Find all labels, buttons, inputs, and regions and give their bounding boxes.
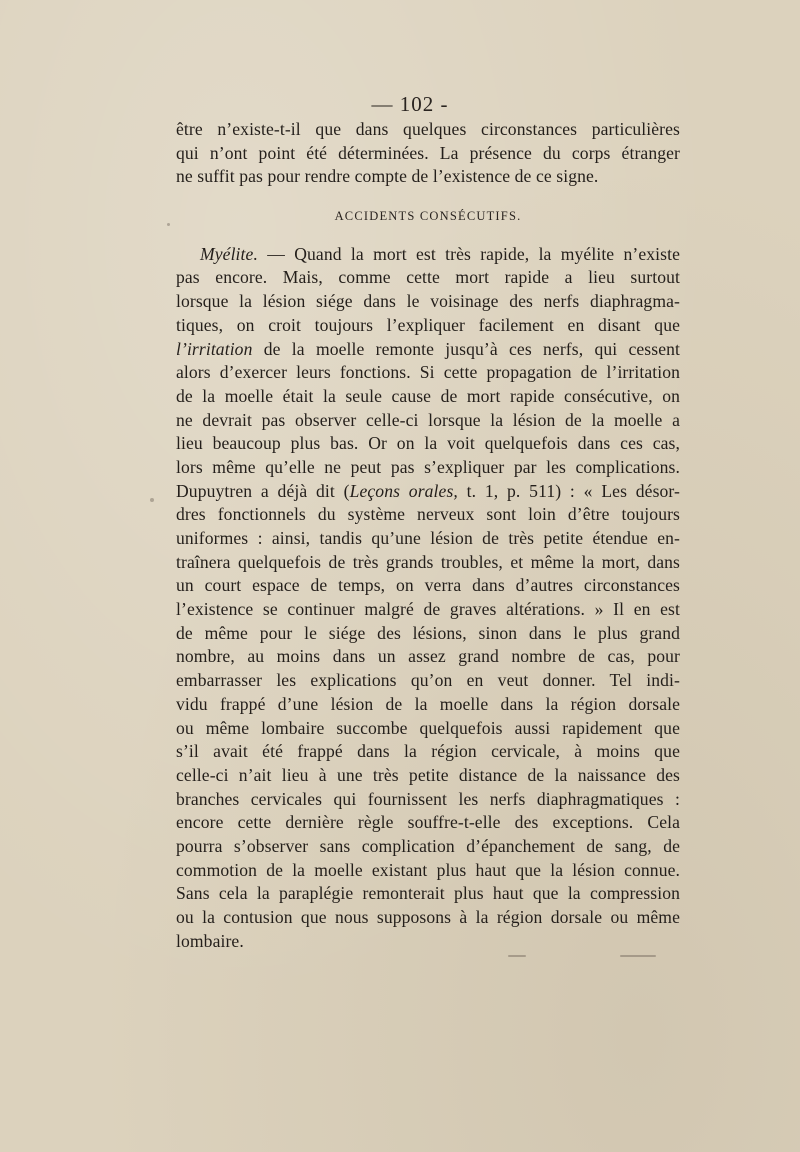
- text-line: lors même qu’elle ne peut pas s’expliquer par les complications.: [176, 456, 680, 477]
- text-line: ne suffit pas pour rendre compte de l’existence de ce signe.: [176, 166, 599, 187]
- text-line: nombre, au moins dans un assez grand nombre de cas, pour: [176, 646, 680, 667]
- text-line: de la moelle était la seule cause de mort rapide consécutive, on: [176, 385, 680, 406]
- paper-speck: [508, 955, 526, 957]
- paper-speck: [167, 223, 170, 226]
- text-line: l’existence se continuer malgré de graves altérations. » Il en est: [176, 599, 680, 620]
- text-fragment: de la moelle remonte jusqu’à ces nerfs, qui cessent: [252, 338, 680, 359]
- paper-speck: [620, 955, 656, 957]
- italic-citation: Leçons orales,: [349, 480, 458, 501]
- text-line: alors d’exercer leurs fonctions. Si cette propagation de l’irritation: [176, 362, 680, 383]
- text-line: s’il avait été frappé dans la région cervicale, à moins que: [176, 741, 680, 762]
- text-fragment: Dupuytren a déjà dit (: [176, 480, 350, 501]
- body-text: [176, 118, 680, 953]
- text-line: branches cervicales qui fournissent les nerfs diaphragmatiques :: [176, 788, 680, 809]
- text-line: dres fonctionnels du système nerveux sont loin d’être toujours: [176, 504, 680, 525]
- paper-speck: [150, 498, 154, 502]
- text-line: qui n’ont point été déterminées. La présence du corps étranger: [176, 142, 680, 163]
- text-line: pas encore. Mais, comme cette mort rapide a lieu surtout: [176, 267, 680, 288]
- text-line: traînera quelquefois de très grands troubles, et même la mort, dans: [176, 551, 680, 572]
- text-line: pourra s’observer sans complication d’épanchement de sang, de: [176, 835, 680, 856]
- text-line: [176, 338, 680, 362]
- text-line: [176, 480, 680, 504]
- text-line: lombaire.: [176, 930, 244, 951]
- text-line: être n’existe-t-il que dans quelques circonstances particulières: [176, 119, 680, 139]
- text-line: Sans cela la paraplégie remonterait plus haut que la compression: [176, 883, 680, 904]
- section-heading: ACCIDENTS CONSÉCUTIFS.: [334, 209, 522, 224]
- text-line: uniformes : ainsi, tandis qu’une lésion de très petite étendue en-: [176, 528, 680, 549]
- text-line: commotion de la moelle existant plus haut que la lésion connue.: [176, 859, 680, 880]
- text-line: tiques, on croit toujours l’expliquer facilement en disant que: [176, 314, 680, 335]
- paragraph-lead-text: — Quand la mort est très rapide, la myélite n’existe: [257, 243, 680, 264]
- text-line: de même pour le siége des lésions, sinon dans le plus grand: [176, 622, 680, 643]
- text-line: lieu beaucoup plus bas. Or on la voit quelquefois dans ces cas,: [176, 433, 680, 454]
- text-line: lorsque la lésion siége dans le voisinage des nerfs diaphragma-: [176, 291, 680, 312]
- text-line: ne devrait pas observer celle-ci lorsque la lésion de la moelle a: [176, 409, 680, 430]
- paragraph-lead-title: Myélite.: [200, 243, 258, 264]
- text-line: ou la contusion que nous supposons à la région dorsale ou même: [176, 907, 680, 928]
- text-fragment: t. 1, p. 511) : « Les désor-: [457, 480, 680, 501]
- italic-term: l’irritation: [176, 338, 253, 359]
- text-line: vidu frappé d’une lésion de la moelle dans la région dorsale: [176, 693, 680, 714]
- paragraph-lead-line: [176, 243, 680, 267]
- text-line: embarrasser les explications qu’on en veut donner. Tel indi-: [176, 670, 680, 691]
- page-number: — 102 -: [371, 92, 449, 116]
- text-line: encore cette dernière règle souffre-t-elle des exceptions. Cela: [176, 812, 680, 833]
- text-line: un court espace de temps, on verra dans d’autres circonstances: [176, 575, 680, 596]
- text-line: ou même lombaire succombe quelquefois aussi rapidement que: [176, 717, 680, 738]
- text-line: celle-ci n’ait lieu à une très petite distance de la naissance des: [176, 764, 680, 785]
